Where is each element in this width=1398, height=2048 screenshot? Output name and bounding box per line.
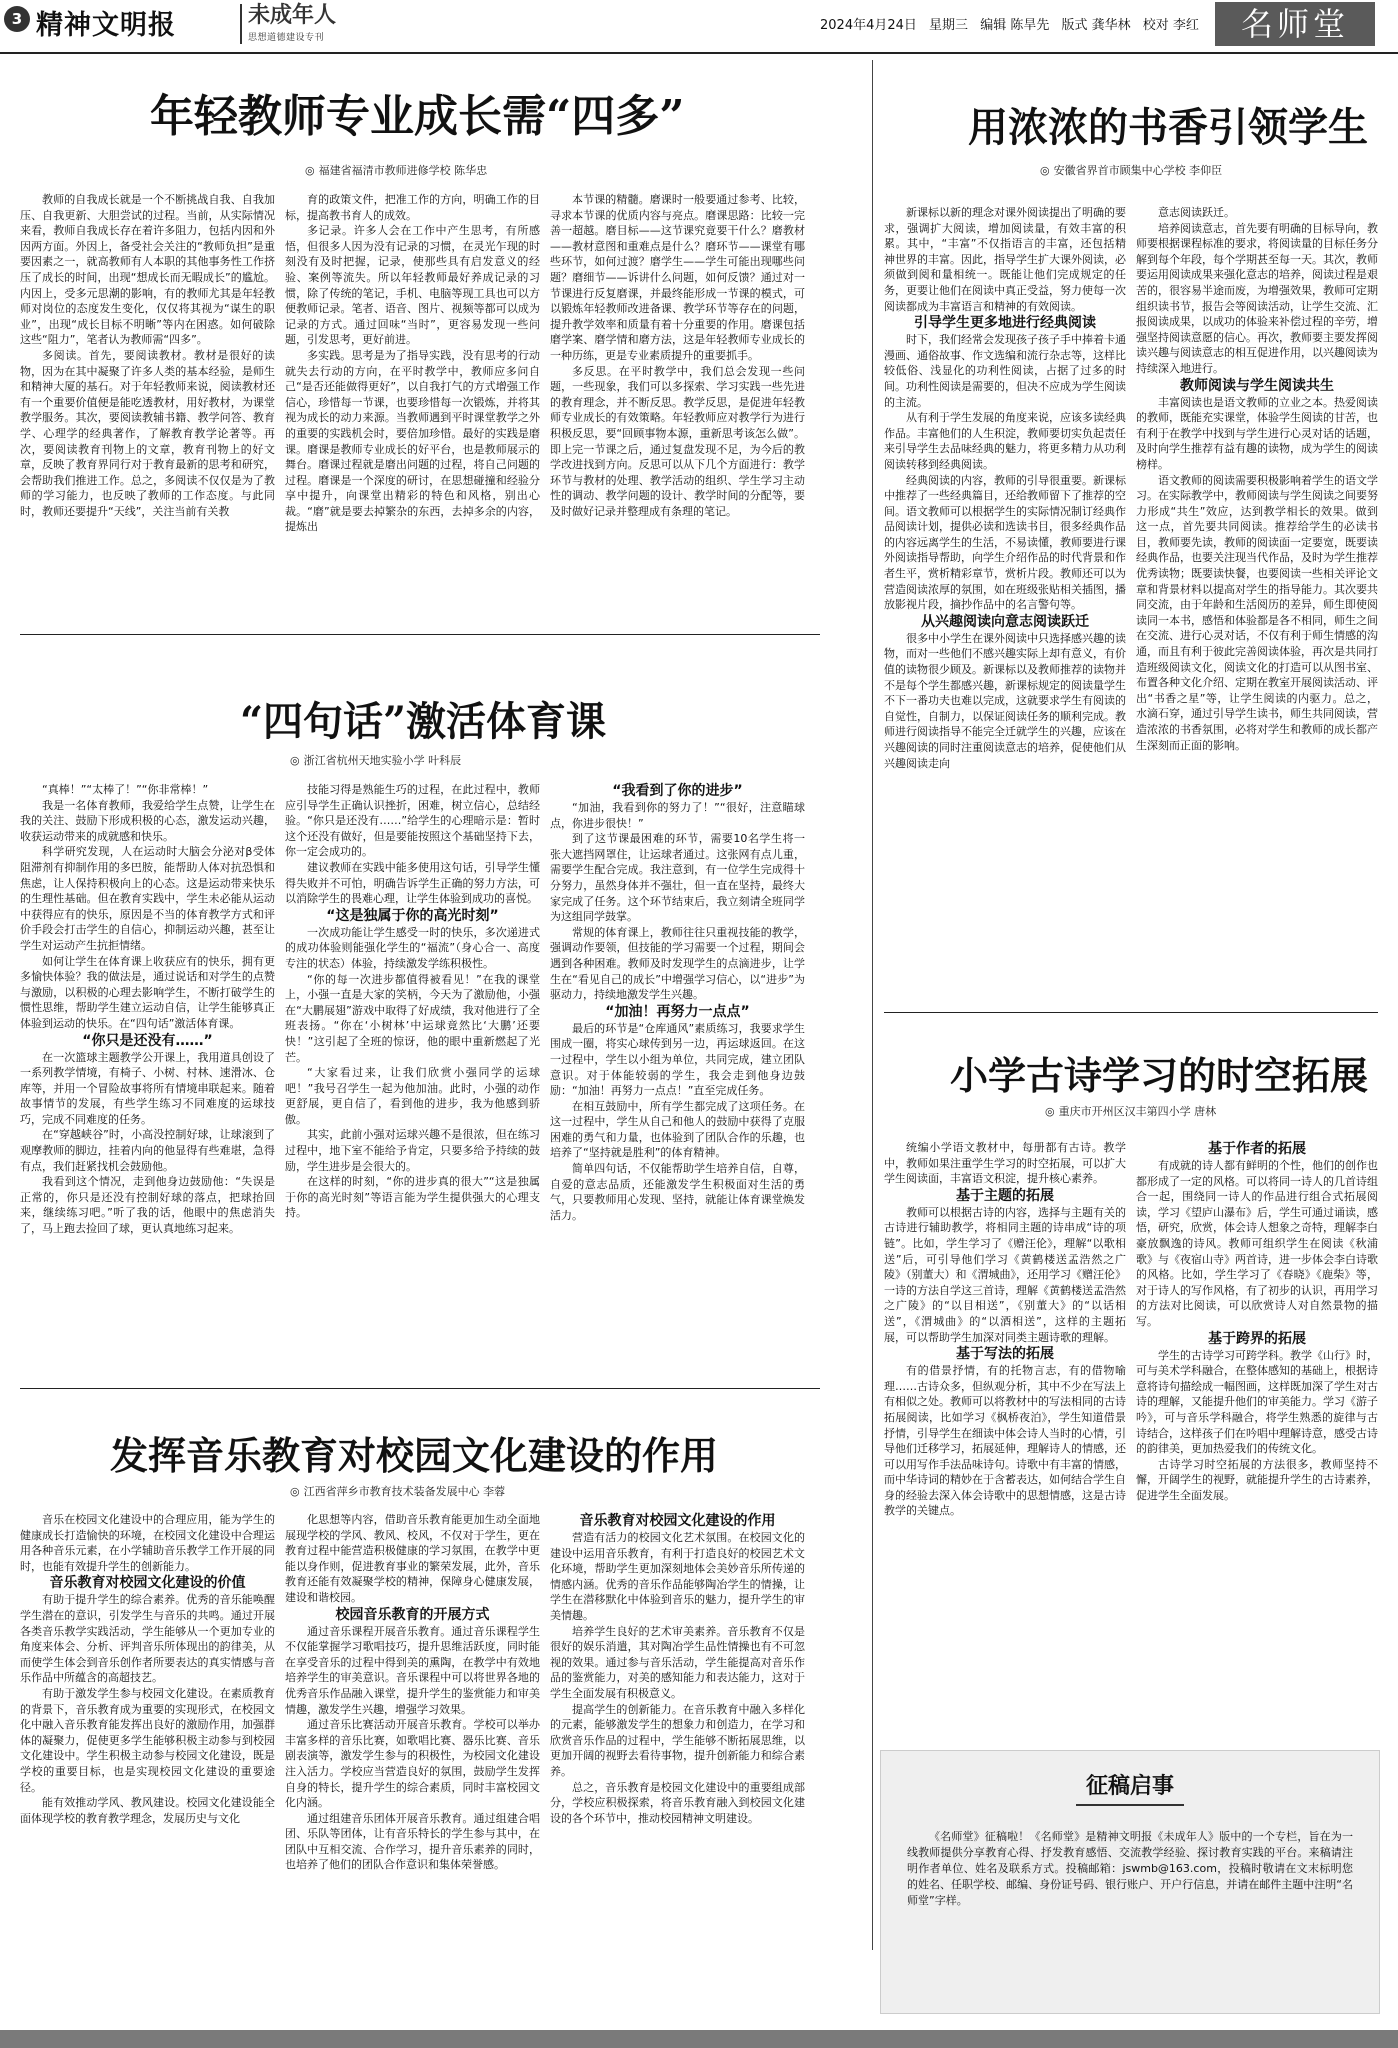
- article-column: [884, 1140, 1126, 1730]
- paragraph: 通过音乐课程开展音乐教育。通过音乐课程学生不仅能掌握学习歌唱技巧，提升思维活跃度，同时能在享受音乐的过程中得到美的熏陶，在教学中有效地培养学生的审美意识。音乐课程中可以将世界各地的优秀音乐作品融入课堂，提升学生的鉴赏能力和审美情趣，激发学生兴趣，增强学习效果。: [285, 1624, 540, 1716]
- paragraph: 多阅读。首先，要阅读教材。教材是很好的读物，因为在其中凝聚了许多人类的基本经验，是师生和精神大厦的基石。对于年轻教师来说，阅读教材还有一个重要价值便是能吃透教材，用好教材，为课堂教学服务。其次，要阅读教辅书籍、教学问答、教育学、心理学的经典著作，了解教育教学论著等。再次，要阅读教育刊物上的文章，教育刊物上的好文章，反映了教育界同行对于教育最新的思考和研究，会帮助我们推进工作。总之，多阅读不仅仅是为了教师的学习能力，也反映了教师的工作态度。与此同时，教师还要提升“天线”，关注当前有关教: [20, 348, 275, 518]
- article-column: [20, 1512, 275, 2017]
- paragraph: 有成就的诗人都有鲜明的个性，他们的创作也都形成了一定的风格。可以将同一诗人的几首诗组合一起，围绕同一诗人的作品进行组合式拓展阅读，学习《望庐山瀑布》后，学生可通过诵读，感悟，研究，欣赏，体会诗人想象之奇特，理解李白豪放飘逸的诗风。教师可组织学生在阅读《秋浦歌》与《夜宿山寺》两首诗，进一步体会李白诗歌的风格。比如，学生学习了《春晓》《鹿柴》等，对于诗人的写作风格，有了初步的认识，再用学习的方法对比阅读，可以欣赏诗人对自然景物的描写。: [1136, 1159, 1378, 1328]
- paragraph: 在“穿越峡谷”时，小高没控制好球，让球滚到了观摩教师的脚边，挂着内向的他显得有些难堪，急得有点，我们赶紧找机会鼓励他。: [20, 1128, 275, 1173]
- section-subhead: 基于主题的拓展: [956, 1187, 1054, 1204]
- paragraph: 我看到这个情况，走到他身边鼓励他：“失误是正常的，你只是还没有控制好球的落点，把球抬回来，继续练习吧。”听了我的话，他眼中的焦虑消失了，马上跑去捡回了球，更认真地练习起来。: [20, 1175, 275, 1236]
- column-divider: [872, 60, 873, 1950]
- footer-bar: [0, 2030, 1398, 2048]
- article-byline: ◎ 浙江省杭州天地实验小学 叶科辰: [290, 754, 462, 767]
- paragraph: 化思想等内容，借助音乐教育能更加生动全面地展现学校的学风、教风、校风，不仅对于学生，更在教育过程中能营造积极健康的学习氛围，在教学中更能以身作则，促进教育事业的繁荣发展，此外，音乐教育还能有效凝聚学校的精神，保障身心健康发展，建设和谐校园。: [285, 1513, 540, 1604]
- paragraph: 在一次篮球主题教学公开课上，我用道具创设了一系列教学情境，有椅子、小树、村林、速滑冰、仓库等，并用一个冒险故事将所有情境串联起来。随着故事情节的发展，有些学生练习不同难度的运球技巧，完成不同难度的任务。: [20, 1050, 275, 1126]
- article-byline: ◎ 福建省福清市教师进修学校 陈华忠: [305, 164, 488, 177]
- paragraph: 一次成功能让学生感受一时的快乐，多次递进式的成功体验则能强化学生的“福流”（身心合一、高度专注的状态）体验，持续激发学练积极性。: [285, 925, 540, 970]
- section-subhead: “加油！再努力一点点”: [605, 1003, 750, 1020]
- section-subhead: 基于写法的拓展: [956, 1346, 1054, 1363]
- paragraph: 统编小学语文教材中，每册都有古诗。教学中，教师如果注重学生学习的时空拓展，可以扩大学生阅读面，丰富语文积淀，提升核心素养。: [884, 1141, 1126, 1186]
- section-subhead: 音乐教育对校园文化建设的价值: [49, 1575, 246, 1592]
- paragraph: 建议教师在实践中能多使用这句话，引导学生懂得失败并不可怕，明确告诉学生正确的努力方法，可以消除学生的畏难心理，让学生体验到成功的喜悦。: [285, 860, 540, 906]
- paragraph: 育的政策文件，把准工作的方向，明确工作的目标，提高教书育人的成效。: [285, 193, 540, 222]
- section-subhead: 从兴趣阅读向意志阅读跃迁: [921, 613, 1089, 630]
- paragraph: 如何让学生在体育课上收获应有的快乐，拥有更多愉快体验？我的做法是，通过说话和对学生的点赞与激励，以积极的心理去影响学生，不断打破学生的惯性思维，帮助学生建立运动自信，让学生能够真正体验到运动的快乐。在“四句话”激活体育课。: [20, 954, 275, 1030]
- section-subhead: 基于作者的拓展: [1208, 1141, 1306, 1157]
- paragraph: 有的借景抒情，有的托物言志，有的借物喻理……古诗众多，但纵观分析，其中不少在写法上有相似之处。教师可以将教材中的写法相同的古诗拓展阅读，比如学习《枫桥夜泊》，学生知道借景抒情，引导学生在细读中体会诗人当时的心情，引导他们迁移学习，拓展延伸，理解诗人的情感，还可以用写作手法品味诗句。诗歌中有丰富的情感，而中华诗词的精妙在于含蓄表达，如何结合学生自身的经验去深入体会诗歌中的思想情感，这是古诗教学的关键点。: [884, 1364, 1126, 1518]
- supplement-title: 未成年人: [248, 3, 337, 28]
- paragraph: 很多中小学生在课外阅读中只选择感兴趣的读物，而对一些他们不感兴趣实际上却有意义，有价值的读物很少顾及。新课标以及教师推荐的读物并不是每个学生都感兴趣，新课标规定的阅读量学生不下一番功夫也难以完成，这就要求学生有阅读的自觉性，自制力，以保证阅读任务的顺利完成。教师进行阅读指导不能完全迁就学生的兴趣，应该在兴趣阅读的同时注重阅读意志的培养，促使他们从兴趣阅读走向: [884, 631, 1126, 770]
- article-column: [20, 192, 275, 624]
- section-subhead: 引导学生更多地进行经典阅读: [914, 315, 1096, 332]
- proof-credit: 校对 李红: [1142, 18, 1199, 33]
- article-headline: 发挥音乐教育对校园文化建设的作用: [110, 1433, 719, 1478]
- paragraph: 常规的体育课上，教师往往只重视技能的教学，强调动作要领，但技能的学习需要一个过程，期间会遇到各种困难。教师及时发现学生的点滴进步，让学生在“看见自己的成长”中增强学习信心，以“进步”为驱动力，持续地激发学生兴趣。: [550, 925, 805, 1002]
- paragraph: 营造有活力的校园文化艺术氛围。在校园文化的建设中运用音乐教育，有利于打造良好的校园艺术文化环境，帮助学生更加深刻地体会美妙音乐所传递的情感内涵。优秀的音乐作品能够陶冶学生的情操，让学生在潜移默化中体验到音乐的魅力，提升学生的审美情趣。: [550, 1531, 805, 1622]
- call-for-papers: [880, 1750, 1380, 2014]
- paragraph: “真棒！”“太棒了！”“你非常棒！”: [42, 783, 209, 796]
- paragraph: 在相互鼓励中，所有学生都完成了这项任务。在这一过程中，学生从自己和他人的鼓励中获得了克服困难的勇气和力量，也体验到了团队合作的乐趣，也培养了“坚持就是胜利”的体育精神。: [550, 1099, 805, 1160]
- divider: [20, 1388, 820, 1389]
- paragraph: “你的每一次进步都值得被看见！”在我的课堂上，小强一直是大家的笑柄，今天为了激励他，小强在“大鹏展翅”游戏中取得了好成绩，我对他进行了全班表扬。“你在‘小树林’中运球竟然比‘大鹏’还要快！”这引起了全班的惊讶，他的眼中重新燃起了光芒。: [285, 972, 540, 1064]
- paragraph: 我是一名体育教师，我爱给学生点赞，让学生在我的关注、鼓励下形成积极的心态，激发运动兴趣，收获运动带来的成就感和快乐。: [20, 798, 275, 843]
- paragraph: 有助于提升学生的综合素养。优秀的音乐能唤醒学生潜在的意识，引发学生与音乐的共鸣。通过开展各类音乐教学实践活动，学生能够从一个更加专业的角度来体会、分析、评判音乐所体现出的韵律美，从而使学生体会到音乐创作者所要表达的真实情感与音乐作品中所蕴含的高超技艺。: [20, 1593, 275, 1685]
- paragraph: “大家看过来，让我们欣赏小强同学的运球吧！”我号召学生一起为他加油。此时，小强的动作更舒展，更自信了，看到他的进步，我为他感到骄傲。: [285, 1066, 540, 1126]
- paragraph: 新课标以新的理念对课外阅读提出了明确的要求，强调扩大阅读，增加阅读量，有效丰富的积累。其中，“丰富”不仅指语言的丰富，还包括精神世界的丰富。因此，指导学生扩大课外阅读，必须做到阅和量相统一。既能让他们完成规定的任务，更要让他们在阅读中真正受益，努力使每一次阅读都成为丰富语言和精神的有效阅读。: [884, 206, 1126, 313]
- paragraph: 从有利于学生发展的角度来说，应该多读经典作品。丰富他们的人生积淀，教师要切实负起责任来引导学生去品味经典的魅力，将更多精力从功利阅读转移到经典阅读。: [884, 411, 1126, 471]
- supplement-subtitle: 思想道德建设专刊: [248, 33, 325, 43]
- article-byline: ◎ 安徽省界首市顾集中心学校 李仰臣: [1040, 164, 1223, 177]
- page-number: 3: [4, 6, 30, 32]
- paragraph: “加油，我看到你的努力了！”“很好，注意瞄球点，你进步很快！”: [550, 801, 805, 830]
- call-for-papers-body: 《名师堂》征稿啦！《名师堂》是精神文明报《未成年人》版中的一个专栏，旨在为一线教师提供分享教育心得、抒发教育感悟、交流教学经验、探讨教育实践的平台。来稿请注明作者单位、姓名及联系方式。投稿邮箱：jswmb@163.com，投稿时敬请在文末标明您的姓名、任职学校、邮编、身份证号码、银行账户、开户行信息，并请在邮件主题中注明“名师堂”字样。: [907, 1830, 1353, 1907]
- issue-date: 2024年4月24日: [820, 18, 917, 33]
- section-subhead: 校园音乐教育的开展方式: [335, 1606, 490, 1623]
- paragraph: 总之，音乐教育是校园文化建设中的重要组成部分，学校应积极探索，将音乐教育融入到校园文化建设的各个环节中，推动校园精神文明建设。: [550, 1780, 805, 1825]
- article-headline: “四句话”激活体育课: [240, 698, 607, 745]
- paragraph: 通过音乐比赛活动开展音乐教育。学校可以举办丰富多样的音乐比赛，如歌唱比赛、器乐比赛、音乐剧表演等，激发学生参与的积极性，为校园文化建设注入活力。学校应当营造良好的氛围，鼓励学生发挥自身的特长，提升学生的综合素质，同时丰富校园文化内涵。: [285, 1718, 540, 1810]
- article-column: [20, 782, 275, 1372]
- paragraph: 通过组建音乐团体开展音乐教育。通过组建合唱团、乐队等团体，让有音乐特长的学生参与其中，在团队中互相交流、合作学习，提升音乐素养的同时，也培养了他们的团队合作意识和集体荣誉感。: [285, 1811, 540, 1872]
- paragraph: 简单四句话，不仅能帮助学生培养自信，自尊，自爱的意志品质，还能激发学生积极面对生活的勇气，只要教师用心发现、坚持，就能让体育课堂焕发活力。: [550, 1162, 805, 1222]
- paragraph: 最后的环节是“仓库通风”素质练习，我要求学生围成一圈，将实心球传到另一边，再运球返回。在这一过程中，学生以小组为单位，共同完成，建立团队意识。对于体能较弱的学生，我会走到他身边鼓励：“加油！再努力一点点！”直至完成任务。: [550, 1021, 805, 1098]
- masthead: [0, 0, 1398, 54]
- section-subhead: 教师阅读与学生阅读共生: [1180, 377, 1334, 394]
- paragraph: 教师的自我成长就是一个不断挑战自我、自我加压、自我更新、大胆尝试的过程。当前，从实际情况来看，教师自我成长存在着许多阻力，包括内因和外因两方面。外因上，备受社会关注的“教师负担”是重要因素之一，就高教师有人本职的其他事务性工作挤压了成长的时间，出现“想成长而无暇成长”的尴尬。内因上，受多元思潮的影响，有的教师尤其是年轻教师对岗位的态度发生变化，仅仅将其视为“谋生的职业”，出现“成长目标不明晰”等内在困惑。如何破除这些“阻力”，笔者认为教师需“四多”。: [20, 193, 275, 347]
- article-column: [884, 205, 1126, 1000]
- section-subhead: 基于跨界的拓展: [1208, 1330, 1306, 1347]
- article-column: [1136, 205, 1378, 1000]
- article-column: [285, 192, 540, 624]
- paragraph: 提高学生的创新能力。在音乐教育中融入多样化的元素，能够激发学生的想象力和创造力，在学习和欣赏音乐作品的过程中，学生能够不断拓展思维，以更加开阔的视野去看待事物，提升创新能力和综合素养。: [550, 1702, 805, 1778]
- issue-weekday: 星期三: [929, 18, 969, 33]
- article-headline: 用浓浓的书香引领学生: [968, 104, 1368, 151]
- designer-credit: 版式 龚华林: [1061, 18, 1131, 33]
- article-byline: ◎ 重庆市开州区汉丰第四小学 唐林: [1045, 1105, 1217, 1118]
- article-column: [1136, 1140, 1378, 1730]
- article-headline: 小学古诗学习的时空拓展: [950, 1053, 1369, 1098]
- paragraph: 学生的古诗学习可跨学科。教学《山行》时，可与美术学科融合，在整体感知的基础上，根据诗意将诗句描绘成一幅图画，这样既加深了学生对古诗的理解，又能提升他们的审美能力。学习《游子吟》，可与音乐学科融合，将学生熟悉的旋律与古诗结合，这样孩子们在吟唱中理解诗意，感受古诗的韵律美，更加热爱我们的传统文化。: [1136, 1348, 1378, 1456]
- paragraph: 培养学生良好的艺术审美素养。音乐教育不仅是很好的娱乐消遣，其对陶冶学生品性情操也有不可忽视的效果。通过参与音乐活动，学生能提高对音乐作品的鉴赏能力，对美的感知能力和表达能力，这对于学生全面发展有积极意义。: [550, 1624, 805, 1700]
- paragraph: 科学研究发现，人在运动时大脑会分泌对β受体阻滞剂有抑制作用的多巴胺，能帮助人体对抗恐惧和焦虑，让人保持积极向上的心态。这是运动带来快乐的生理性基础。但在教育实践中，学生未必能从运动中获得应有的快乐，原因是不当的体育教学方式和评价手段会打击学生的自信心，抑制运动兴趣，甚至让学生对运动产生抗拒情绪。: [20, 845, 275, 952]
- paragraph: 语文教师的阅读需要积极影响着学生的语文学习。在实际教学中，教师阅读与学生阅读之间要努力形成“共生”效应，达到教学相长的效果。做到这一点，首先要共同阅读。推荐给学生的必读书目，教师要先读，教师的阅读面一定要宽，既要读经典作品，也要关注现当代作品，及时为学生推荐优秀读物；既要读快餐，也要阅读一些相关评论文章和背景材料以提高对学生的指导能力。其次要共同交流，由于年龄和生活阅历的差异，师生即使阅读同一本书，感悟和体验都是各不相同，师生之间在交流、进行心灵对话，不仅有利于师生情感的沟通，而且有利于彼此完善阅读体验，再次是共同打造班级阅读文化，阅读文化的打造可以从图书室、布置各种文化介绍、定期在教室开展阅读活动、评出“书香之星”等，让学生阅读的内驱力。总之，水滴石穿，通过引导学生读书，师生共同阅读，营造浓浓的书香氛围，必将对学生和教师的成长都产生深刻而正面的影响。: [1136, 473, 1378, 752]
- paragraph: 意志阅读跃迁。: [1158, 206, 1235, 219]
- paragraph: 本节课的精髓。磨课时一般要通过参考、比较，寻求本节课的优质内容与亮点。磨课思路：比较一完善一超越。磨目标——这节课究竟要干什么？磨教材——教材意图和重难点是什么？磨环节——课堂有哪些环节，如何过渡？磨学生——学生可能出现哪些问题？磨细节——诉讲什么问题，如何反馈？通过对一节课进行反复磨课，并最终能形成一节课的模式，可以锻炼年轻教师改进备课、教学环节等存在的问题，提升教学效率和质量有着十分重要的作用。磨课包括磨学案、磨学情和磨方法，这是年轻教师专业成长的一种历练，更是专业素质提升的重要抓手。: [550, 193, 805, 362]
- article-column: [550, 1512, 805, 2017]
- paragraph: 古诗学习时空拓展的方法很多，教师坚持不懈，开阔学生的视野，就能提升学生的古诗素养，促进学生全面发展。: [1136, 1457, 1378, 1502]
- paragraph: 有助于激发学生参与校园文化建设。在素质教育的背景下，音乐教育成为重要的实现形式，在校园文化中融入音乐教育能发挥出良好的激励作用，加强群体的凝聚力，促使更多学生能够积极主动参与到校园文化建设中。学生积极主动参与校园文化建设，既是学校的重要目标，也是实现校园文化建设的重要途径。: [20, 1686, 275, 1794]
- article-headline: 年轻教师专业成长需“四多”: [150, 91, 685, 142]
- supplement-title-block: [240, 4, 348, 44]
- paragraph: 时下，我们经常会发现孩子孩子手中捧着卡通漫画、通俗故事、作文选编和流行杂志等，这样比较低俗、浅显化的功利性阅读，占据了过多的时间。功利性阅读是需要的，但决不应成为学生阅读的主流。: [884, 333, 1126, 409]
- editor-credit: 编辑 陈旱先: [980, 18, 1050, 33]
- paragraph: 多记录。许多人会在工作中产生思考，有所感悟，但很多人因为没有记录的习惯，在灵光乍现的时刻没有及时把握，记录，使那些具有启发意义的经验、案例等流失。所以年轻教师最好养成记录的习惯，除了传统的笔记，手机、电脑等现工具也可以方便教师记录。笔者、语音、图片、视频等都可以成为记录的方式。通过回味“当时”，更容易发现一些问题，引发思考，更好前进。: [285, 224, 540, 347]
- section-subhead: “你只是还没有……”: [82, 1032, 213, 1049]
- paragraph: 技能习得是熟能生巧的过程，在此过程中，教师应引导学生正确认识挫折，困难，树立信心，总结经验。“你只是还没有……”给学生的心理暗示是：暂时这个还没有做好，但是要能按照这个基础坚持下去，你一定会成功的。: [285, 783, 540, 859]
- article-column: [550, 782, 805, 1372]
- article-byline: ◎ 江西省萍乡市教育技术装备发展中心 李蓉: [290, 1485, 506, 1498]
- paragraph: 到了这节课最困难的环节，需要10名学生将一张大遮挡网罩住，让运球者通过。这张网有点儿重，需要学生配合完成。我注意到，有一位学生完成得十分努力，虽然身体并不强壮，但一直在坚持，最终大家完成了任务。这个环节结束后，我立刻请全班同学为这组同学鼓掌。: [550, 832, 805, 924]
- paragraph: 其实，此前小强对运球兴趣不是很浓，但在练习过程中，地下室不能给予肯定，只要多给予持续的鼓励，学生进步是会很大的。: [285, 1128, 540, 1173]
- call-for-papers-title: 征稿启事: [881, 1769, 1379, 1806]
- issue-info: [820, 14, 1207, 33]
- article-column: [285, 782, 540, 1372]
- paragraph: 经典阅读的内容，教师的引导很重要。新课标中推荐了一些经典篇目，还给教师留下了推荐的空间。语文教师可以根据学生的实际情况制订经典作品阅读计划，提供必读和选读书目，很多经典作品的内容远离学生的生活，不易读懂，教师要进行课外阅读指导帮助，向学生介绍作品的时代背景和作者生平，赏析精彩章节，赏析片段。教师还可以为营造阅读浓厚的氛围，如在班级张贴相关插图，播放影视片段，摘抄作品中的名言警句等。: [884, 473, 1126, 612]
- paragraph: 丰富阅读也是语文教师的立业之本。热爱阅读的教师，既能充实课堂，体验学生阅读的甘苦，也有利于在教学中找到与学生进行心灵对话的话题，及时向学生推荐有益有趣的读物，成为学生的阅读榜样。: [1136, 395, 1378, 471]
- paragraph: 在这样的时刻，“你的进步真的很大”“这是独属于你的高光时刻”等语言能为学生提供强大的心理支持。: [285, 1175, 540, 1220]
- paper-logo: 精神文明报: [36, 10, 176, 41]
- paragraph: 音乐在校园文化建设中的合理应用，能为学生的健康成长打造愉快的环境，在校园文化建设中合理运用各种音乐元素，在小学辅助音乐教学工作开展的同时，也能有效提升学生的创新能力。: [20, 1513, 275, 1573]
- divider: [20, 634, 820, 635]
- section-subhead: “我看到了你的进步”: [612, 783, 743, 799]
- divider: [884, 1012, 1378, 1013]
- paragraph: 多实践。思考是为了指导实践，没有思考的行动就失去行动的方向，在平时教学中，教师应多问自己“是否还能做得更好”，以自我打气的方式增强工作信心，珍惜每一节课，也要珍惜每一次锻炼，并将其视为成长的动力来源。当教师遇到平时课堂教学之外的重要的实践机会时，要倍加珍惜。最好的实践是磨课。磨课是教师专业成长的好平台，也是教师展示的舞台。磨课过程就是磨出问题的过程，将自己问题的过程。磨课是一个深度的研讨，在思想碰撞和经验分享中提升，向课堂出精彩的特色和风格，别出心裁。“磨”就是要去掉繁杂的东西，去掉多余的内容，提炼出: [285, 348, 540, 534]
- section-subhead: 音乐教育对校园文化建设的作用: [579, 1513, 776, 1529]
- paragraph: 能有效推动学风、教风建设。校园文化建设能全面体现学校的教育教学理念，发展历史与文化: [20, 1796, 275, 1825]
- paragraph: 教师可以根据古诗的内容，选择与主题有关的古诗进行辅助教学，将相同主题的诗串成“诗的项链”。比如，学生学习了《赠汪伦》，理解“以歌相送”后，可引导他们学习《黄鹤楼送孟浩然之广陵》（别董大）和《渭城曲》，还用学习《赠汪伦》一诗的方法自学这三首诗，理解《黄鹤楼送孟浩然之广陵》的“以目相送”，《别董大》的“以话相送”，《渭城曲》的“以酒相送”，这样的主题拓展，可以帮助学生加深对同类主题诗歌的理解。: [884, 1205, 1126, 1344]
- paragraph: 多反思。在平时教学中，我们总会发现一些问题，一些现象，我们可以多探索、学习实践一些先进的教育理念，并不断反思。教学反思，是促进年轻教师专业成长的有效策略。年轻教师应对教学行为进行积极反思，要“回顾事物本源，重新思考该怎么做”。即上完一节课之后，通过复盘发现不足，为今后的教学改进找到方向。反思可以从下几个方面进行：教学环节与教材的处理、教学活动的组织、学生学习主动性的调动、教学问题的设计、教学时间的分配等，要及时做好记录并整理成有条理的笔记。: [550, 364, 805, 518]
- paragraph: 培养阅读意志，首先要有明确的目标导向，教师要根据课程标准的要求，将阅读量的目标任务分解到每个年段，每个学期甚至每一天。其次，教师要运用阅读成果来强化意志的培养，阅读过程是艰苦的，很容易半途而废，为增强效果，教师可定期组织读书节，报告会等阅读活动，让学生交流、汇报阅读成果，以成功的体验来补偿过程的辛劳，增强坚持阅读意愿的信心。再次，教师要主要发挥阅读兴趣与阅读意志的相互促进作用，以兴趣阅读为持续深入地进行。: [1136, 221, 1378, 375]
- section-title: 名师堂: [1215, 2, 1375, 46]
- article-column: [550, 192, 805, 624]
- section-subhead: “这是独属于你的高光时刻”: [326, 907, 499, 924]
- article-column: [285, 1512, 540, 2017]
